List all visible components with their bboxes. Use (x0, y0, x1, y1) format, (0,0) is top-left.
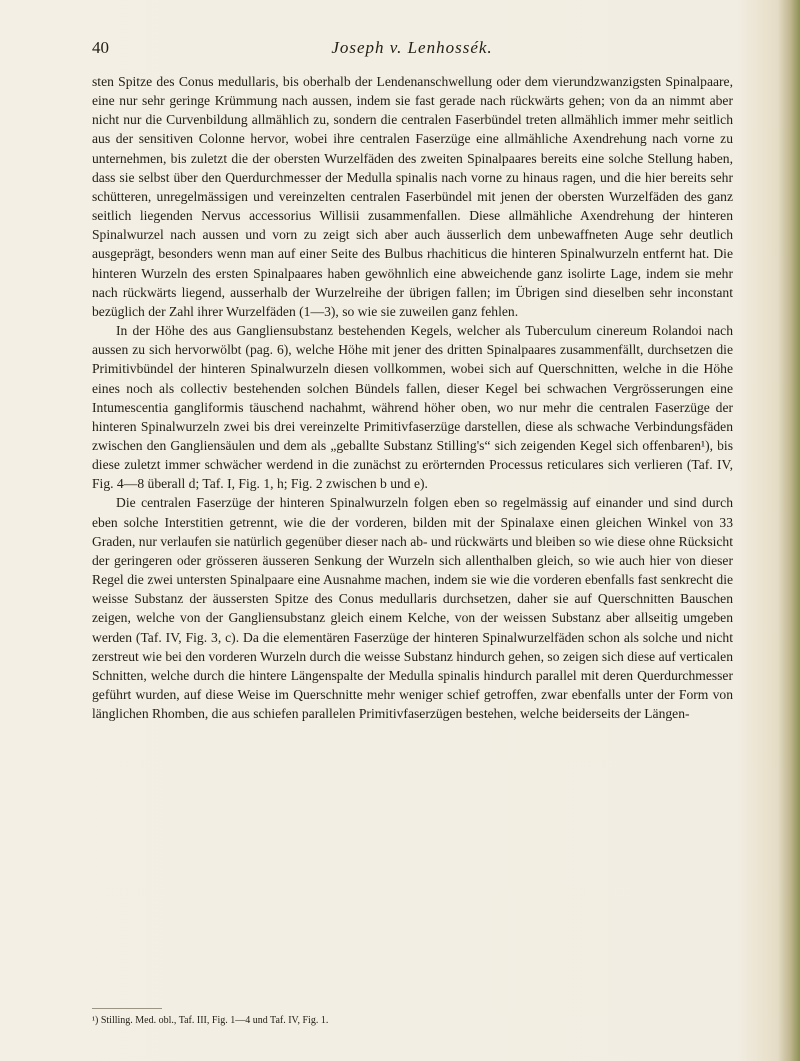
page-edge (778, 0, 800, 1061)
paragraph: Die centralen Faserzüge der hinteren Spinalwurzeln folgen eben so regelmässig auf einander und sind durch eben solche Interstitien getrennt, wie die der vorderen, bilden mit der Spinalaxe einen gleichen Winkel von 33 Graden, nur verlaufen sie natürlich gegenüber dieser nach ab- und rückwärts und bleiben so wie diese ohne Rücksicht der geringeren oder grösseren äusseren Senkung der Wurzeln sich allenthalben gleich, so wie auch hier von dieser Regel die zwei untersten Spinalpaare eine Ausnahme machen, indem sie wie die vorderen ebenfalls fast senkrecht die weisse Substanz der äussersten Spitze des Conus medullaris durchsetzen, daher sie auf Querschnitten Bauschen zeigen, welche von der Gangliensubstanz gleich einem Kelche, von der weissen Substanz aber allseitig umgeben werden (Taf. IV, Fig. 3, c). Da die elementären Faserzüge der hinteren Spinalwurzelfäden schon als solche und nicht zerstreut wie bei den vorderen Wurzeln durch die weisse Substanz hindurch gehen, so zeigen sich diese auf verticalen Schnitten, welche durch die hintere Längenspalte der Medulla spinalis hindurch parallel mit deren Querdurchmesser geführt wurden, auf diese Weise im Querschnitte mehr weniger schief getroffen, zwar ebenfalls unter der Form von länglichen Rhomben, die aus schiefen parallelen Primitivfaserzügen bestehen, welche beiderseits der Längen- (92, 495, 733, 722)
page-header (92, 38, 732, 62)
footnote: ¹) Stilling. Med. obl., Taf. III, Fig. 1—4 und Taf. IV, Fig. 1. (92, 1015, 329, 1026)
running-title: Joseph v. Lenhossék. (331, 38, 493, 57)
footnote-rule (92, 1008, 162, 1009)
paragraph: sten Spitze des Conus medullaris, bis oberhalb der Lendenanschwellung oder dem vierundzwanzigsten Spinalpaare, eine nur sehr geringe Krümmung nach aussen, indem sie fast gerade nach rückwärts gehen; von da an nimmt aber nicht nur die Curvenbildung allmählich zu, sondern die centralen Faserbündel treten allmählich immer mehr seitlich aus der sensitiven Colonne hervor, wobei ihre centralen Faserzüge eine allmähliche Axendrehung nach vorne zu unternehmen, bis zuletzt die der obersten Wurzelfäden des zweiten Spinalpaares bereits eine solche Stellung haben, dass sie selbst über den Querdurchmesser der Medulla spinalis nach vorne zu hinaus ragen, und die hier bereits sehr schütteren, unregelmässigen und vereinzelten centralen Faserbündel mit jenen der obersten Wurzelfäden des ganz seitlich liegenden Nervus accessorius Willisii zusammenfallen. Diese allmähliche Axendrehung der hinteren Spinalwurzel nach aussen und vorn zu zeigt sich aber auch äusserlich dem unbewaffneten Auge sehr deutlich ausgeprägt, besonders wenn man auf einer Seite des Bulbus rhachiticus die hinteren Spinalwurzeln entfernt hat. Die hinteren Wurzeln des ersten Spinalpaares haben gewöhnlich eine abweichende ganz isolirte Lage, indem sie mehr nach rückwärts liegend, ausserhalb der Wurzelreihe der übrigen fallen; im Übrigen sind dieselben sehr inconstant bezüglich der Zahl ihrer Wurzelfäden (1—3), so wie sie zuweilen ganz fehlen. (92, 74, 733, 319)
page-number: 40 (92, 38, 109, 57)
paragraph: In der Höhe des aus Gangliensubstanz bestehenden Kegels, welcher als Tuberculum cinereum Rolandoi nach aussen zu sich hervorwölbt (pag. 6), welche Höhe mit jener des dritten Spinalpaares zusammenfällt, durchsetzen die Primitivbündel der hinteren Spinalwurzeln diesen vollkommen, wobei sich auf Querschnitten, welche in die Höhe eines noch als collectiv bestehenden solchen Bündels fallen, dieser Kegel bei schwachen Vergrösserungen eine Intumescentia gangliformis täuschend nachahmt, während höher oben, wo nur mehr die centralen Faserzüge der hinteren Spinalwurzeln zwei bis drei vereinzelte Primitivfaserzüge darstellen, diese als schwache Verbindungsfäden zwischen den Gangliensäulen und dem als „geballte Substanz Stilling's“ sich zeigenden Kegel sich offenbaren¹), bis diese zuletzt immer schwächer werdend in die zunächst zu erörternden Processus reticulares sich verlieren (Taf. IV, Fig. 4—8 überall d; Taf. I, Fig. 1, h; Fig. 2 zwischen b und e). (92, 323, 733, 492)
body-text (92, 72, 733, 723)
